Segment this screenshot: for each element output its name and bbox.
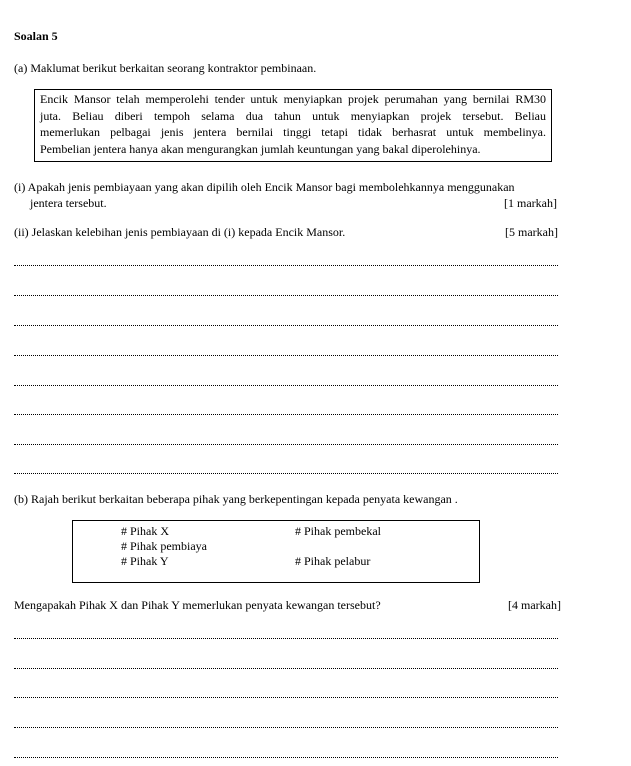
case-info-box xyxy=(34,89,552,162)
question-title: Soalan 5 xyxy=(14,29,58,43)
question-b: Mengapakah Pihak X dan Pihak Y memerlukan penyata kewangan tersebut? xyxy=(14,598,381,612)
answer-line[interactable] xyxy=(14,667,558,669)
stakeholder-pihak-pembekal: # Pihak pembekal xyxy=(295,524,381,538)
answer-line[interactable] xyxy=(14,384,558,386)
question-a-i-marks: [1 markah] xyxy=(504,196,557,210)
stakeholders-box xyxy=(72,520,480,583)
answer-line[interactable] xyxy=(14,637,558,639)
stakeholder-pihak-y: # Pihak Y xyxy=(121,554,169,568)
question-a-i-line1: (i) Apakah jenis pembiayaan yang akan dipilih oleh Encik Mansor bagi membolehkannya menggunakan xyxy=(14,180,515,194)
part-a-intro: (a) Maklumat berikut berkaitan seorang kontraktor pembinaan. xyxy=(14,61,317,75)
answer-line[interactable] xyxy=(14,472,558,474)
answer-line[interactable] xyxy=(14,726,558,728)
answer-line[interactable] xyxy=(14,443,558,445)
question-a-ii: (ii) Jelaskan kelebihan jenis pembiayaan di (i) kepada Encik Mansor. xyxy=(14,225,346,239)
answer-line[interactable] xyxy=(14,696,558,698)
stakeholder-pihak-pembiaya: # Pihak pembiaya xyxy=(121,539,207,553)
case-info-line: Pembelian jentera hanya akan mengurangkan jumlah keuntungan yang bakal diperolehinya. xyxy=(40,141,481,156)
stakeholder-pihak-pelabur: # Pihak pelabur xyxy=(295,554,371,568)
answer-line[interactable] xyxy=(14,354,558,356)
answer-line[interactable] xyxy=(14,413,558,415)
case-info-line: Encik Mansor telah memperolehi tender untuk menyiapkan projek perumahan yang bernilai RM30 xyxy=(40,92,546,106)
question-b-marks: [4 markah] xyxy=(508,598,561,612)
answer-line[interactable] xyxy=(14,294,558,296)
question-a-ii-marks: [5 markah] xyxy=(505,225,558,239)
answer-line[interactable] xyxy=(14,756,558,758)
stakeholder-pihak-x: # Pihak X xyxy=(121,524,169,538)
case-info-line: juta. Beliau diberi tempoh selama dua tahun untuk menyiapkan projek tersebut. Beliau xyxy=(40,108,546,123)
case-info-line: memerlukan pelbagai jenis jentera bernilai tinggi tetapi tidak berhasrat untuk membelinya. xyxy=(40,125,546,139)
answer-line[interactable] xyxy=(14,324,558,326)
question-a-i-line2: jentera tersebut. xyxy=(30,196,107,210)
answer-line[interactable] xyxy=(14,264,558,266)
part-b-intro: (b) Rajah berikut berkaitan beberapa pihak yang berkepentingan kepada penyata kewangan . xyxy=(14,492,458,506)
